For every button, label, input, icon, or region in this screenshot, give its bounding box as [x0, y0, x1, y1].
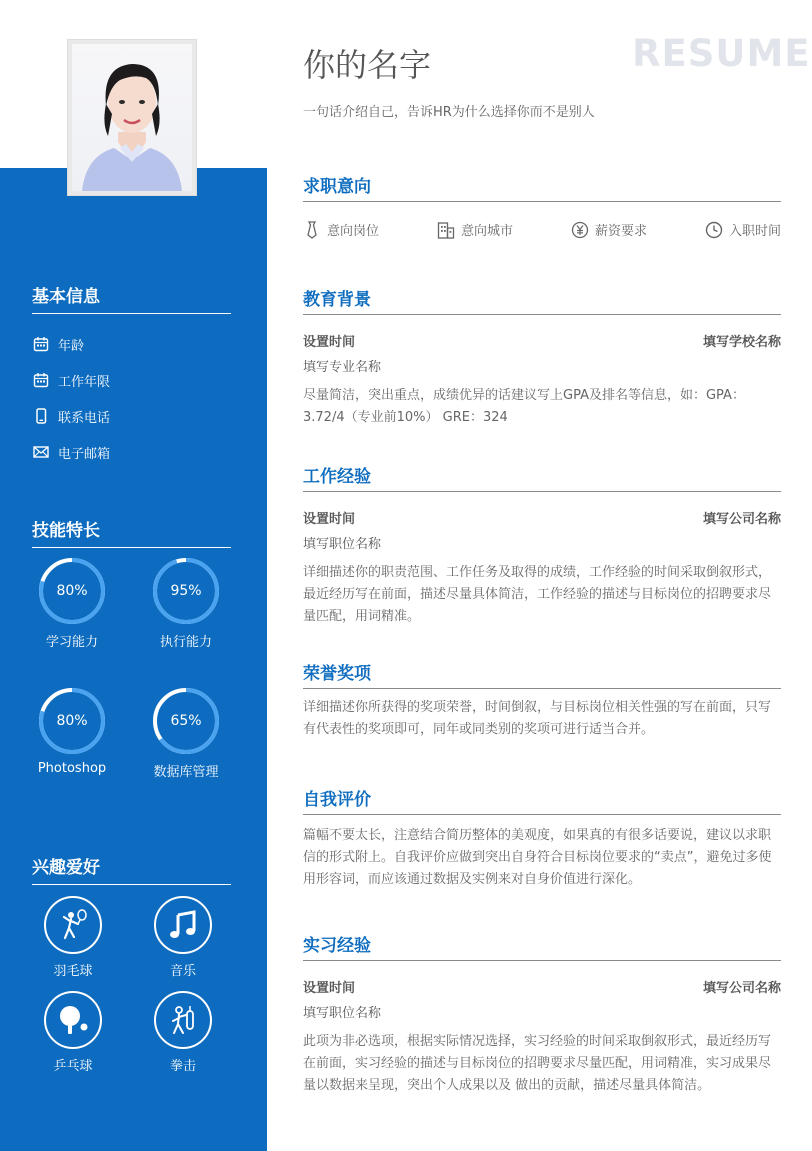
internship-position: 填写职位名称 — [303, 1006, 382, 1021]
calendar-icon — [32, 371, 50, 389]
section-title: 自我评价 — [303, 785, 781, 815]
intent-item-salary — [571, 220, 647, 239]
job-intent-section — [303, 172, 781, 239]
skill-item — [146, 557, 226, 650]
skill-item — [32, 687, 112, 776]
intent-label: 入职时间 — [728, 224, 781, 239]
work-section — [303, 462, 781, 628]
basic-info-section — [32, 282, 231, 470]
phone-icon — [32, 407, 50, 425]
work-company: 填写公司名称 — [702, 512, 781, 527]
hobbies-section — [32, 853, 231, 885]
work-time: 设置时间 — [303, 512, 356, 527]
intent-label: 薪资要求 — [594, 224, 647, 239]
section-title: 教育背景 — [303, 285, 781, 315]
skills-title: 技能特长 — [32, 516, 231, 548]
hobby-label: 拳击 — [169, 1059, 196, 1074]
info-label-phone: 联系电话 — [58, 410, 111, 426]
section-title: 实习经验 — [303, 931, 781, 961]
page-title: 你的名字 — [303, 46, 432, 84]
info-item-work-years — [32, 362, 231, 398]
skill-label: 执行能力 — [159, 635, 212, 650]
mail-icon — [32, 443, 50, 461]
skill-ring — [38, 557, 106, 625]
hobby-label: 乒乓球 — [53, 1059, 93, 1074]
education-school: 填写学校名称 — [702, 335, 781, 350]
education-desc: 尽量简洁，突出重点，成绩优异的话建议写上GPA及排名等信息，如：GPA：3.72/4（专业前10%） GRE：324 — [303, 388, 745, 425]
intro-text: 一句话介绍自己，告诉HR为什么选择你而不是别人 — [303, 105, 595, 120]
skill-percent: 65% — [170, 713, 202, 729]
skill-ring — [38, 687, 106, 755]
basic-info-title: 基本信息 — [32, 282, 231, 314]
internship-time: 设置时间 — [303, 981, 356, 996]
yen-icon — [571, 221, 589, 239]
self-eval-section — [303, 785, 781, 891]
self-eval-desc: 篇幅不要太长，注意结合简历整体的美观度，如果真的有很多话要说，建议以求职信的形式附上。自我评价应做到突出自身符合目标岗位要求的“卖点”，避免过多使用形容词，而应该通过数据及实例来对自身价值进行深化。 — [303, 828, 772, 887]
intent-label: 意向城市 — [460, 224, 513, 239]
profile-photo — [72, 44, 192, 191]
info-label-email: 电子邮箱 — [58, 446, 111, 462]
intent-label: 意向岗位 — [327, 224, 380, 239]
skill-percent: 80% — [56, 713, 88, 729]
hobby-item — [148, 896, 218, 979]
ping-pong-icon — [44, 991, 102, 1049]
hobby-item — [148, 991, 218, 1074]
skill-item — [32, 557, 112, 650]
work-desc: 详细描述你的职责范围、工作任务及取得的成绩，工作经验的时间采取倒叙形式，最近经历写在前面，描述尽量具体简洁，工作经验的描述与目标岗位的招聘要求尽量匹配，用词精准。 — [303, 565, 772, 624]
honors-section — [303, 659, 781, 741]
internship-company: 填写公司名称 — [702, 981, 781, 996]
info-label-work-years: 工作年限 — [58, 374, 111, 390]
hobby-label: 羽毛球 — [53, 964, 93, 979]
honors-desc: 详细描述你所获得的奖项荣誉，时间倒叙，与目标岗位相关性强的写在前面，只写有代表性的奖项即可，同年或同类别的奖项可进行适当合并。 — [303, 700, 772, 737]
badminton-icon — [44, 896, 102, 954]
resume-watermark: RESUME — [632, 32, 811, 75]
intent-item-position — [303, 220, 379, 239]
info-item-phone — [32, 398, 231, 434]
skills-section — [32, 516, 231, 548]
building-icon — [437, 221, 455, 239]
work-position: 填写职位名称 — [303, 537, 382, 552]
hobby-item — [38, 991, 108, 1074]
education-time: 设置时间 — [303, 335, 356, 350]
info-item-age — [32, 326, 231, 362]
profile-photo-frame — [67, 39, 197, 196]
calendar-icon — [32, 335, 50, 353]
boxing-icon — [154, 991, 212, 1049]
skill-ring — [152, 687, 220, 755]
skill-percent: 80% — [56, 583, 88, 599]
skill-percent: 95% — [170, 583, 202, 599]
skill-item — [146, 687, 226, 780]
internship-desc: 此项为非必选项，根据实际情况选择，实习经验的时间采取倒叙形式，最近经历写在前面，实习经验的描述与目标岗位的招聘要求尽量匹配，用词精准，实习成果尽量以数据来呈现，突出个人成果以及 做出的贡献，描述尽量具体简洁。 — [303, 1034, 772, 1093]
tie-icon — [303, 221, 321, 239]
internship-section — [303, 931, 781, 1097]
music-icon — [154, 896, 212, 954]
skill-label: 数据库管理 — [153, 765, 219, 780]
skill-label: Photoshop — [37, 761, 107, 776]
skill-ring — [152, 557, 220, 625]
info-item-email — [32, 434, 231, 470]
section-title: 荣誉奖项 — [303, 659, 781, 689]
hobbies-title: 兴趣爱好 — [32, 853, 231, 885]
hobby-label: 音乐 — [169, 964, 196, 979]
intent-item-city — [437, 220, 513, 239]
education-major: 填写专业名称 — [303, 360, 382, 375]
hobby-item — [38, 896, 108, 979]
section-title: 工作经验 — [303, 462, 781, 492]
clock-icon — [705, 221, 723, 239]
intent-item-start-time — [705, 220, 781, 239]
info-label-age: 年龄 — [58, 338, 85, 354]
section-title: 求职意向 — [303, 172, 781, 202]
education-section — [303, 285, 781, 429]
skill-label: 学习能力 — [45, 635, 98, 650]
